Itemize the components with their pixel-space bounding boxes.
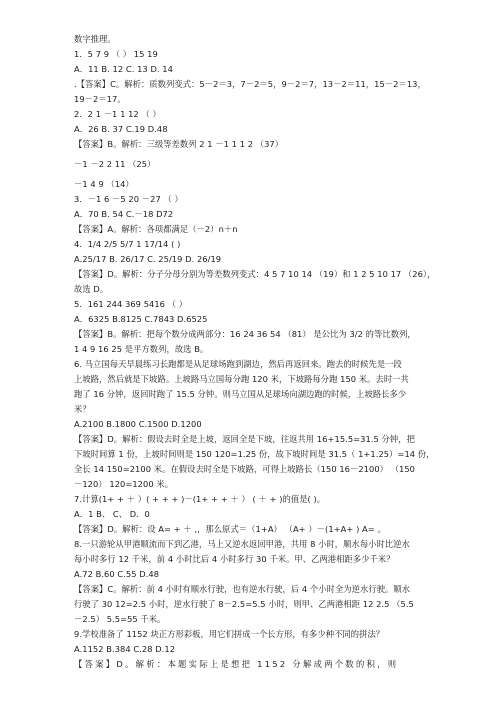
question-6: 6. 马立国每天早晨练习长跑都是从足球场跑到湖边，然后再返回来。跑去的时候先是一段 [74,358,402,369]
answer-6-cont: －120） 120=1200 米。 [74,478,174,489]
question-7: 7.计算(1+ + ＋ ）( + + + )－(1+ + + ＋ ） ( ＋ + )的值是( )。 [74,493,326,504]
question-7-options: A．1 B、 C、 D．0 [74,508,150,519]
answer-8-cont: 行驶了 30 12=2.5 小时，逆水行驶了 8－2.5=5.5 小时，则甲、乙两港相距 12 2.5 （5.5 [74,598,414,609]
question-2: 2．2 1 －1 1 12 （ ） [74,109,161,119]
question-6-cont: 跑了 16 分钟，返回时跑了 15.5 分钟。则马立国从足球场向湖边跑的时候，上坡路长多少 [74,388,407,399]
answer-6-cont: 下坡时间算 1 份，上坡时间则是 150 120=1.25 份，故下坡时间是 31.5（ 1+1.25）=14 份， [74,448,435,459]
question-6-cont: 上坡路，然后就是下坡路。上坡路马立国每分跑 120 米，下坡路每分跑 150 米。去时一共 [74,373,409,384]
answer-6-cont: 全长 14 150=2100 米。在假设去时全是下坡路，可得上坡路长（150 16－2100） （150 [74,463,416,474]
text-line: 数字推理。 [74,34,116,44]
question-4-options: A.25/17 B. 26/17 C. 25/19 D. 26/19 [74,253,222,264]
answer-4-cont: 故选 D。 [74,283,109,294]
answer-7: 【答案】D。解析：设 A= + ＋ ,，那么原式＝（1+A） （A+ ）－(1+A+ ) A= 。 [74,523,386,534]
question-3-options: A．70 B. 54 C.－18 D72 [74,208,174,219]
question-8-options: A.72 B.60 C.55 D.48 [74,568,160,579]
question-8-cont: 每小时多行 12 千米，前 4 小时比后 4 小时多行 30 千米。甲、乙两港相距多少千米？ [74,553,395,564]
answer-1: .【答案】C。解析：质数列变式：5－2＝3，7－2＝5，9－2＝7，13－2＝11，15－2＝13， [74,79,426,89]
answer-3: 【答案】A。解析：各项都满足（－2）n＋n [74,223,238,234]
question-2-options: A．26 B. 37 C.19 D.48 [74,124,168,134]
answer-2: 【答案】B。解析：三级等差数列 2 1 －1 1 1 2 （37） [74,139,284,149]
question-1: 1．5 7 9 （ ） 15 19 [74,49,158,59]
answer-1-cont: 19－2＝17。 [74,94,126,104]
answer-5-cont: 1 4 9 16 25 是平方数列，故选 B。 [74,343,209,354]
question-8: 8.一只游轮从甲港顺流而下到乙港，马上又逆水返回甲港，共用 8 小时，顺水每小时比逆水 [74,538,410,549]
answer-8-cont: －2.5） 5.5=55 千米。 [74,613,166,624]
answer-9: 【答案】D。解析：本题实际上是想把 1152 分解成两个数的积，则 [74,658,399,669]
question-5: 5．161 244 369 5416 （ ） [74,298,188,309]
answer-2-row3: －1 4 9 （14） [74,178,134,189]
question-3: 3．－1 6 －5 20 －27 （ ） [74,193,183,204]
answer-2-row2: －1 －2 2 11 （25） [74,158,156,169]
question-9: 9.学校准备了 1152 块正方形彩板，用它们拼成一个长方形，有多少种不同的拼法？ [74,628,385,639]
question-1-options: A．11 B. 12 C. 13 D. 14 [74,64,173,74]
question-6-cont: 米？ [74,403,91,414]
answer-5: 【答案】B。解析：把每个数分成两部分：16 24 36 54 （81） 是公比为 3/2 的等比数列， [74,328,416,339]
answer-6: 【答案】D。解析：假设去时全是上坡，返回全是下坡，往返共用 16+15.5=31.5 分钟，把 [74,433,415,444]
question-9-options: A.1152 B.384 C.28 D.12 [74,643,176,654]
question-4: 4．1/4 2/5 5/7 1 17/14 ( ) [74,238,181,249]
answer-4: 【答案】D。解析：分子分母分别为等差数列变式：4 5 7 10 14 （19）和 1 2 5 10 17 （26）， [74,268,436,279]
question-6-options: A.2100 B.1800 C.1500 D.1200 [74,418,202,429]
question-5-options: A．6325 B.8125 C.7843 D.6525 [74,313,208,324]
answer-8: 【答案】C。解析：前 4 小时有顺水行驶，也有逆水行驶，后 4 个小时全为逆水行驶。顺水 [74,583,411,594]
